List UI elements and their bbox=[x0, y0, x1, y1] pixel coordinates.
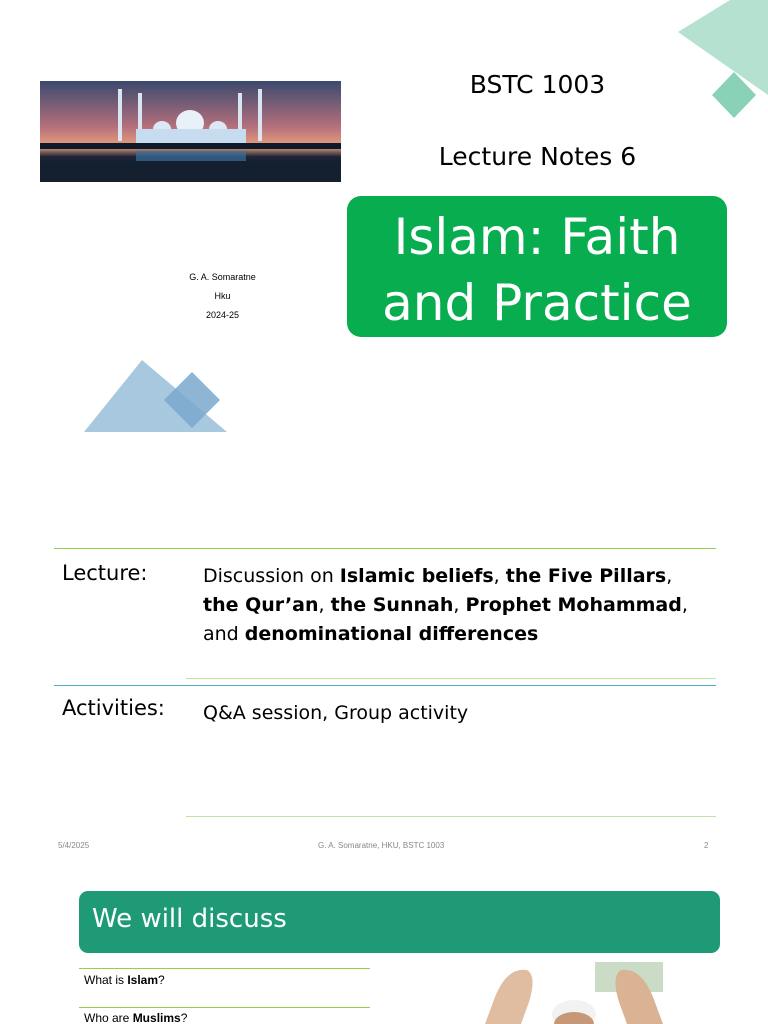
lecture-text-segment: Islamic beliefs bbox=[339, 565, 494, 587]
decorative-triangle-bottom bbox=[84, 360, 229, 435]
divider-middle bbox=[54, 685, 716, 686]
agenda-slide bbox=[0, 530, 768, 860]
discussion-item-text-segment: Muslims bbox=[132, 1011, 181, 1024]
footer-date: 5/4/2025 bbox=[58, 841, 90, 850]
course-code: BSTC 1003 bbox=[469, 70, 606, 99]
lecture-text-segment: the Five Pillars bbox=[505, 565, 667, 587]
title-line-1: Islam: Faith bbox=[393, 208, 681, 266]
discussion-item-text-segment: ? bbox=[158, 973, 165, 987]
divider-item-top bbox=[79, 968, 370, 969]
discussion-item-text-segment: What is bbox=[84, 973, 128, 987]
lecture-notes-label: Lecture Notes 6 bbox=[438, 142, 637, 171]
discussion-item-2 bbox=[84, 1011, 187, 1024]
lecture-text-segment: , and bbox=[203, 594, 688, 645]
discussion-item-text-segment: ? bbox=[180, 1011, 188, 1024]
lecture-text-segment: , bbox=[666, 565, 673, 587]
lecture-text-segment: denominational differences bbox=[244, 623, 539, 645]
divider-lecture-bottom bbox=[186, 678, 716, 679]
author-block bbox=[150, 268, 295, 325]
discussion-title-box bbox=[79, 891, 720, 953]
lecture-label: Lecture: bbox=[62, 561, 148, 585]
activities-description: Q&A session, Group activity bbox=[203, 702, 469, 724]
divider-top bbox=[54, 548, 716, 549]
lecture-text-segment: , bbox=[453, 594, 466, 616]
discussion-slide bbox=[0, 860, 768, 1024]
activities-label: Activities: bbox=[62, 696, 165, 720]
title-box bbox=[347, 196, 727, 337]
academic-year: 2024-25 bbox=[205, 310, 240, 320]
prayer-photo bbox=[485, 962, 663, 1024]
lecture-text-segment: the Qur’an bbox=[203, 594, 319, 616]
author-institution: Hku bbox=[214, 291, 231, 301]
footer-page-number: 2 bbox=[704, 841, 709, 850]
divider-item-middle bbox=[79, 1007, 370, 1008]
divider-bottom bbox=[186, 816, 716, 817]
title-line-2: and Practice bbox=[382, 274, 692, 332]
author-name: G. A. Somaratne bbox=[189, 272, 256, 282]
lecture-text-segment: the Sunnah bbox=[330, 594, 454, 616]
lecture-text-segment: , bbox=[493, 565, 506, 587]
lecture-text-segment: , bbox=[318, 594, 331, 616]
lecture-text-segment: Discussion on bbox=[203, 565, 340, 587]
slide-title bbox=[347, 204, 727, 336]
lecture-description bbox=[203, 562, 713, 649]
decorative-diamonds-top bbox=[670, 0, 768, 130]
discussion-item-text-segment: Islam bbox=[127, 973, 159, 987]
discussion-title: We will discuss bbox=[92, 904, 287, 934]
mosque-photo bbox=[40, 81, 341, 182]
footer-center: G. A. Somaratne, HKU, BSTC 1003 bbox=[318, 841, 445, 850]
discussion-item-text-segment: Who are bbox=[84, 1011, 133, 1024]
discussion-item-1 bbox=[84, 973, 165, 987]
lecture-text-segment: Prophet Mohammad bbox=[465, 594, 682, 616]
